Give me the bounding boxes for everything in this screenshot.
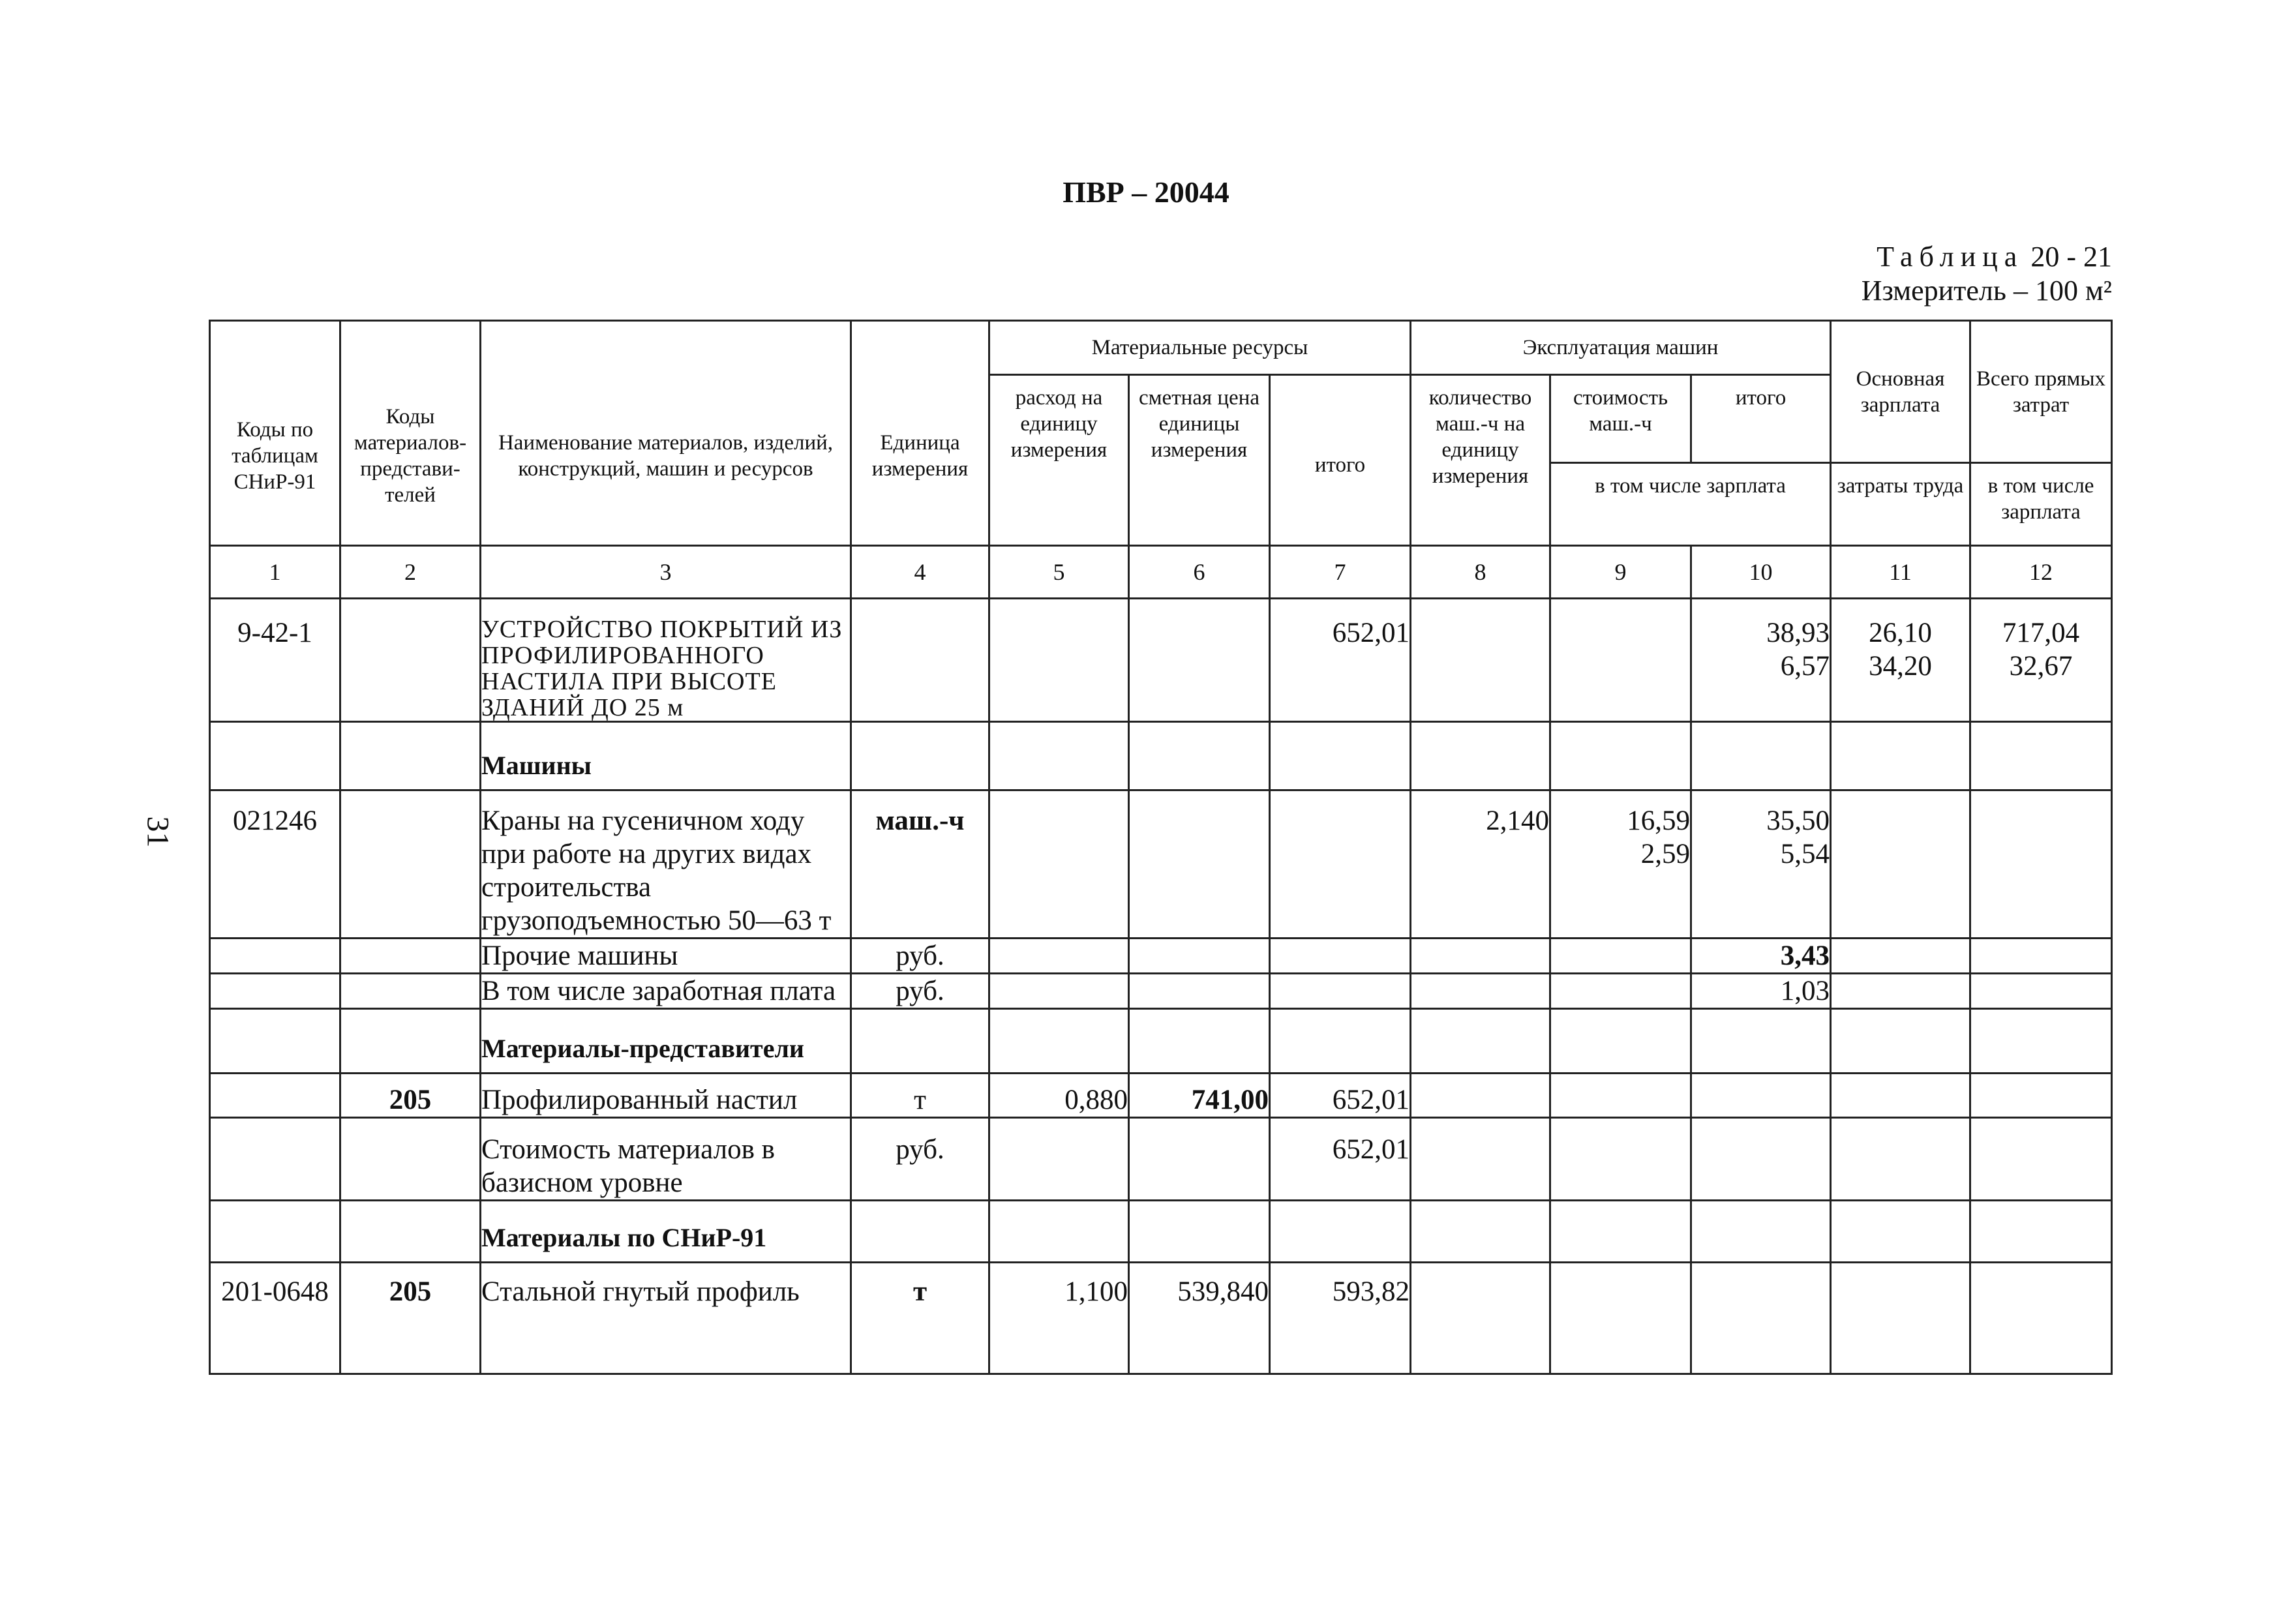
cell-code-rep: 205 [340,1074,481,1118]
cell-name: Краны на гусеничном ходу при работе на других видах строительства грузоподъемностью 50—63 т [481,790,851,939]
cell-mach-total: 38,93 6,57 [1691,599,1831,722]
header-group-materials: Материальные ресурсы [989,321,1411,375]
table-number: 20 - 21 [2030,241,2112,273]
cell-unit: т [851,1263,989,1374]
cell-price: 539,840 [1129,1263,1270,1374]
column-number: 11 [1831,546,1970,599]
cell-mat-total: 652,01 [1270,1074,1411,1118]
page-number: 31 [140,816,175,848]
header-col-9-10-sub: в том числе зарплата [1550,463,1831,546]
cell-price: 16,59 2,59 [1550,790,1691,939]
table-row [210,599,2112,722]
table-row [210,1118,2112,1201]
column-number: 2 [340,546,481,599]
column-number: 7 [1270,546,1411,599]
column-number: 12 [1970,546,2112,599]
cell-total: 3,43 [1691,939,1831,974]
cell-name: Стальной гнутый профиль [481,1263,851,1374]
column-number: 1 [210,546,340,599]
column-number: 3 [481,546,851,599]
header-col-5: расход на единицу измерения [989,375,1129,546]
cell-code: 9-42-1 [210,599,340,722]
section-machines: Машины [481,722,851,790]
cell-rate: 0,880 [989,1074,1129,1118]
cell-unit: маш.-ч [851,790,989,939]
table-word: Таблица [1877,241,2024,273]
cell-price: 741,00 [1129,1074,1270,1118]
table-row [210,1009,2112,1074]
cell-total: 35,50 5,54 [1691,790,1831,939]
rates-table [209,320,2113,1375]
table-row [210,790,2112,939]
column-number: 5 [989,546,1129,599]
cell-mat-total: 593,82 [1270,1263,1411,1374]
section-snir: Материалы по СНиР-91 [481,1201,851,1263]
cell-code: 021246 [210,790,340,939]
column-number: 6 [1129,546,1270,599]
cell-unit: руб. [851,1118,989,1201]
cell-code-rep: 205 [340,1263,481,1374]
cell-work-name: УСТРОЙСТВО ПОКРЫТИЙ ИЗ ПРОФИЛИРОВАННОГО НАСТИЛА ПРИ ВЫСОТЕ ЗДАНИЙ ДО 25 м [481,599,851,722]
header-col-9: стоимость маш.-ч [1550,375,1691,463]
cell-mat-total: 652,01 [1270,1118,1411,1201]
section-representatives: Материалы-представители [481,1009,851,1074]
measure-unit: Измеритель – 100 м² [1861,275,2112,307]
cell-wage: 26,10 34,20 [1831,599,1970,722]
column-number: 8 [1411,546,1550,599]
table-row [210,939,2112,974]
cell-rate: 1,100 [989,1263,1129,1374]
table-row [210,722,2112,790]
cell-name: В том числе заработная плата [481,974,851,1009]
cell-qty: 2,140 [1411,790,1550,939]
cell-unit: т [851,1074,989,1118]
header-col-10: итого [1691,375,1831,463]
header-col-1: Коды по таблицам СНиР-91 [210,321,340,546]
cell-code: 201-0648 [210,1263,340,1374]
header-group-machines: Эксплуатация машин [1411,321,1831,375]
header-col-8: количество маш.-ч на единицу измерения [1411,375,1550,546]
header-col-2: Коды материалов-представи-телей [340,321,481,546]
header-col-11: Основная зарплата [1831,321,1970,463]
document-title: ПВР – 20044 [1063,175,1229,209]
column-number: 9 [1550,546,1691,599]
cell-direct: 717,04 32,67 [1970,599,2112,722]
cell-mat-total: 652,01 [1270,599,1411,722]
header-col-7: итого [1270,375,1411,546]
header-col-4: Единица измерения [851,321,989,546]
column-number: 10 [1691,546,1831,599]
header-col-3: Наименование материалов, изделий, конструкций, машин и ресурсов [481,321,851,546]
cell-name: Стоимость материалов в базисном уровне [481,1118,851,1201]
header-col-11-sub: затраты труда [1831,463,1970,546]
header-col-6: сметная цена единицы измерения [1129,375,1270,546]
table-row [210,974,2112,1009]
column-number: 4 [851,546,989,599]
cell-unit: руб. [851,974,989,1009]
table-row [210,1263,2112,1374]
cell-name: Прочие машины [481,939,851,974]
header-col-12: Всего прямых затрат [1970,321,2112,463]
table-caption [1862,240,2112,308]
table-row [210,1201,2112,1263]
cell-total: 1,03 [1691,974,1831,1009]
cell-unit: руб. [851,939,989,974]
header-col-12-sub: в том числе зарплата [1970,463,2112,546]
cell-name: Профилированный настил [481,1074,851,1118]
table-row [210,1074,2112,1118]
